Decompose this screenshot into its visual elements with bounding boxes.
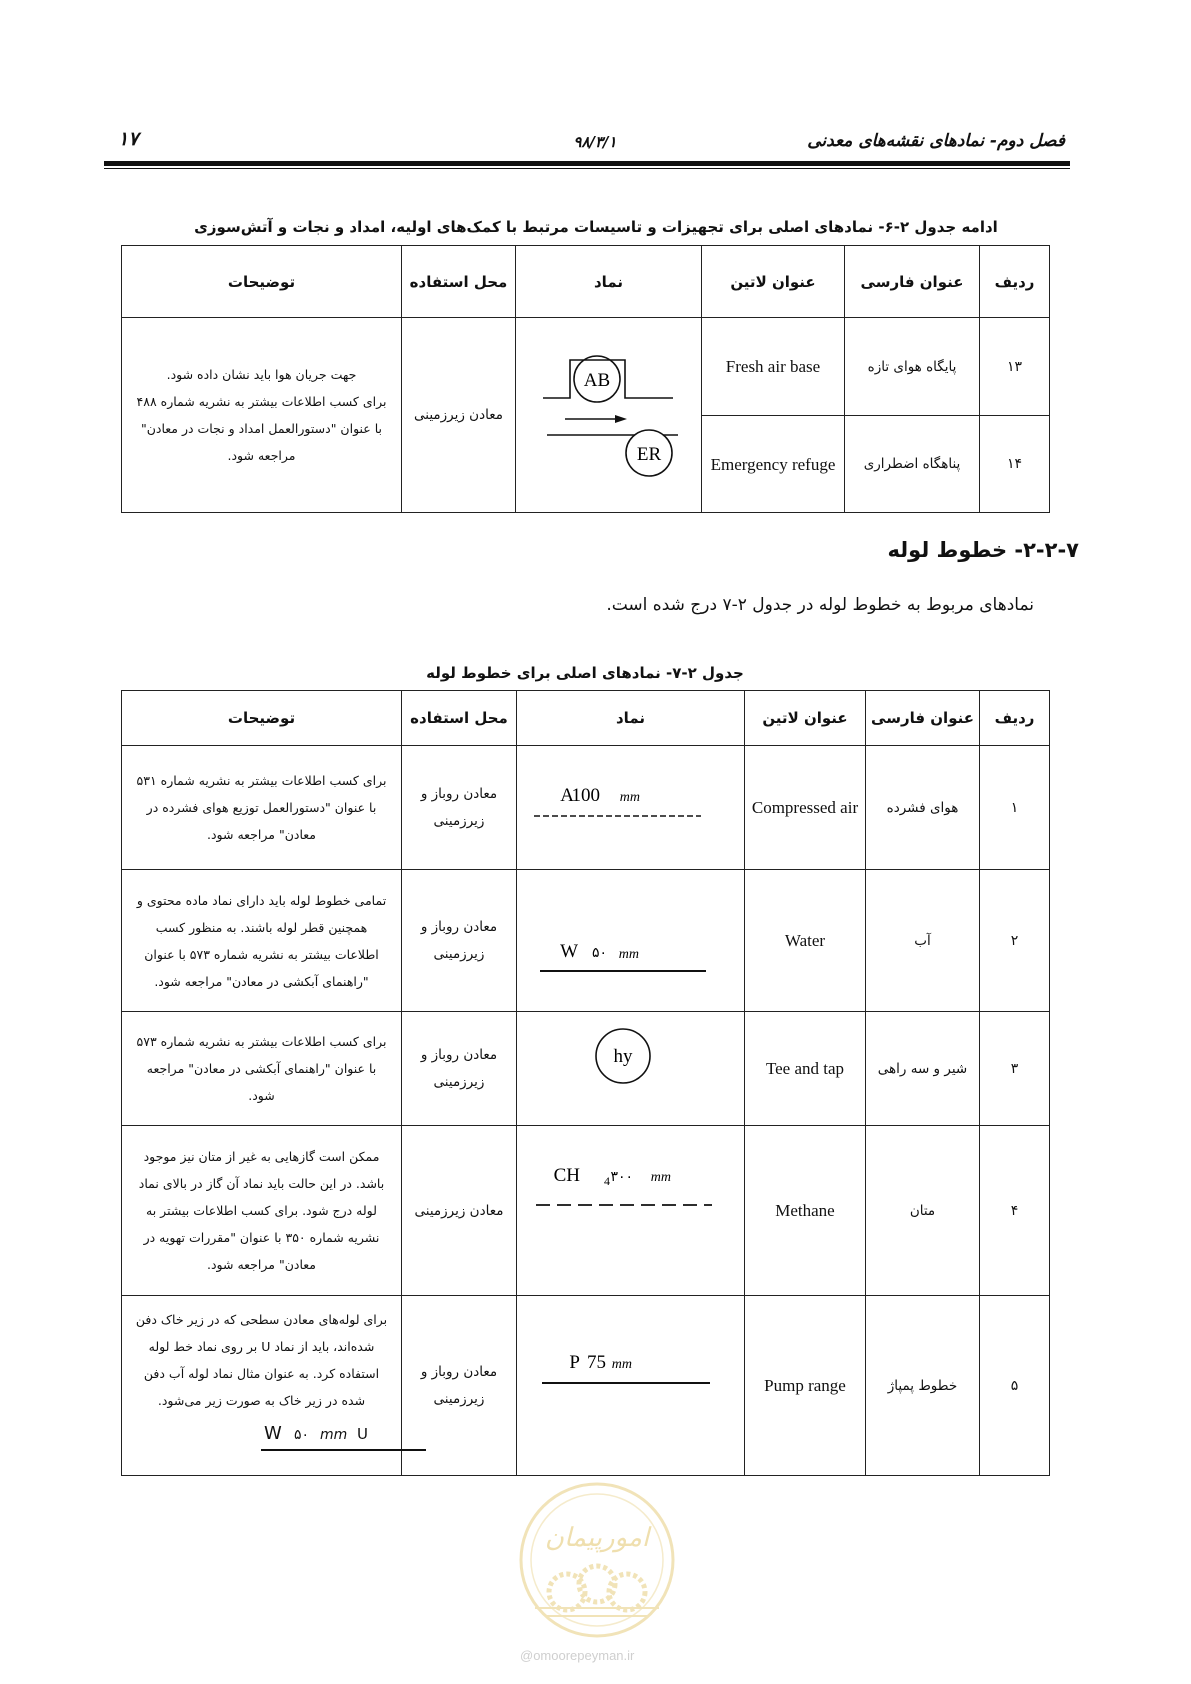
page-number: ۱۷ (118, 128, 139, 150)
watermark-url: @omoorepeyman.ir (520, 1648, 635, 1663)
fa-title: آب (866, 870, 980, 1012)
col-header-description: توضیحات (122, 691, 402, 746)
methane-symbol (517, 1126, 745, 1296)
en-title: Methane (745, 1126, 866, 1296)
usage: معادن روباز و زیرزمینی (402, 870, 517, 1012)
watermark-logo-text: امورپیمان (544, 1523, 650, 1553)
col-header-fa-title: عنوان فارسی (845, 246, 980, 318)
description: برای کسب اطلاعات بیشتر به نشریه شماره ۵۳۱ با عنوان "دستورالعمل توزیع هوای فشرده در معادن" مراجعه شود. (122, 746, 402, 870)
col-header-en-title: عنوان لاتین (702, 246, 845, 318)
er-label: ER (636, 444, 662, 465)
compressed-air-symbol (517, 746, 745, 870)
refuge-symbol-cell (516, 318, 702, 513)
usage: معادن زیرزمینی (402, 1126, 517, 1296)
usage: معادن زیرزمینی (402, 318, 516, 513)
example-unit: mm (320, 1427, 348, 1443)
header-rule-thin (104, 168, 1070, 169)
en-title: Water (745, 870, 866, 1012)
water-symbol (517, 870, 745, 1012)
col-header-usage: محل استفاده (402, 691, 517, 746)
table-row (122, 746, 1050, 870)
fa-title: متان (866, 1126, 980, 1296)
symbol-size: ۵۰ (591, 945, 607, 961)
col-header-symbol: نماد (516, 246, 702, 318)
header-date: ۹۸/۳/۱ (573, 133, 617, 151)
section-heading: ۲-۲-۷- خطوط لوله (887, 538, 1079, 562)
symbol-letter: CH (553, 1165, 580, 1186)
symbol-size: 100 (571, 784, 600, 806)
table-row (122, 1012, 1050, 1126)
symbol-unit: mm (650, 1170, 671, 1185)
col-header-description: توضیحات (122, 246, 402, 318)
row-number: ۳ (980, 1012, 1050, 1126)
symbol-subscript: 4 (604, 1174, 610, 1188)
en-title: Emergency refuge (702, 416, 845, 513)
fa-title: شیر و سه راهی (866, 1012, 980, 1126)
table-row (122, 318, 1050, 416)
row-number: ۴ (980, 1126, 1050, 1296)
table-row (122, 1126, 1050, 1296)
row-number: ۲ (980, 870, 1050, 1012)
fa-title: پایگاه هوای تازه (845, 318, 980, 416)
description-text: برای لوله‌های معادن سطحی که در زیر خاک دفن شده‌اند، باید از نماد U بر روی نماد خط لوله استفاده کرد. به عنوان مثال نماد لوله آب دفن شده در زیر خاک به صورت زیر می‌شود. (135, 1312, 388, 1408)
table1-caption: ادامه جدول ۲-۶- نمادهای اصلی برای تجهیزات و تاسیسات مرتبط با کمک‌های اولیه، امداد و نجات و آتش‌سوزی (194, 218, 998, 236)
fa-title: پناهگاه اضطراری (845, 416, 980, 513)
tee-and-tap-symbol (517, 1012, 745, 1126)
symbol-unit: mm (619, 789, 640, 805)
symbol-unit: mm (618, 947, 639, 962)
en-title: Pump range (745, 1296, 866, 1476)
usage: معادن روباز و زیرزمینی (402, 1012, 517, 1126)
row-number: ۱ (980, 746, 1050, 870)
description: ممکن است گازهایی به غیر از متان نیز موجود باشد. در این حالت باید نماد آن گاز در بالای نماد لوله درج شود. برای کسب اطلاعات بیشتر به نشریه شماره ۳۵۰ با عنوان "مقررات تهویه در معادن" مراجعه شود. (122, 1126, 402, 1296)
section-body: نمادهای مربوط به خطوط لوله در جدول ۲-۷ درج شده است. (606, 595, 1034, 615)
symbol-letter: A (560, 784, 574, 806)
row-number: ۱۳ (980, 318, 1050, 416)
description (122, 1296, 402, 1476)
row-number: ۱۴ (980, 416, 1050, 513)
table2-header-row (122, 691, 1050, 746)
usage: معادن روباز و زیرزمینی (402, 746, 517, 870)
symbol-size: ۳۰۰ (610, 1169, 633, 1185)
ab-label: AB (583, 370, 611, 391)
table1-header-row (122, 246, 1050, 318)
table2 (121, 690, 1050, 1476)
header-rule (104, 161, 1070, 166)
en-title: Compressed air (745, 746, 866, 870)
table-row (122, 870, 1050, 1012)
example-u-mark: U (357, 1425, 368, 1443)
en-title: Fresh air base (702, 318, 845, 416)
en-title: Tee and tap (745, 1012, 866, 1126)
example-line (261, 1449, 426, 1451)
example-letter: W (264, 1423, 282, 1444)
symbol-letter: W (560, 941, 578, 962)
table1 (121, 245, 1050, 513)
chapter-title: فصل دوم- نمادهای نقشه‌های معدنی (807, 131, 1065, 151)
description: تمامی خطوط لوله باید دارای نماد ماده محتوی و همچنین قطر لوله باشند. به منظور کسب اطلاعات بیشتر به نشریه شماره ۵۷۳ با عنوان "راهنمای آبکشی در معادن" مراجعه شود. (122, 870, 402, 1012)
symbol-letter: P (569, 1352, 580, 1373)
description: برای کسب اطلاعات بیشتر به نشریه شماره ۵۷۳ با عنوان "راهنمای آبکشی در معادن" مراجعه شود. (122, 1012, 402, 1126)
fa-title: خطوط پمپاژ (866, 1296, 980, 1476)
watermark-logo (505, 1480, 690, 1640)
usage: معادن روباز و زیرزمینی (402, 1296, 517, 1476)
symbol-unit: mm (611, 1357, 632, 1372)
table-row (122, 1296, 1050, 1476)
fa-title: هوای فشرده (866, 746, 980, 870)
col-header-fa-title: عنوان فارسی (866, 691, 980, 746)
symbol-letter: hy (613, 1046, 633, 1067)
fresh-air-refuge-symbol (515, 318, 701, 508)
description-text: جهت جریان هوا باید نشان داده شود. برای کسب اطلاعات بیشتر به نشریه شماره ۴۸۸ با عنوان "دستورالعمل امداد و نجات در معادن" مراجعه شود. (136, 367, 387, 463)
col-header-symbol: نماد (517, 691, 745, 746)
col-header-usage: محل استفاده (402, 246, 516, 318)
row-number: ۵ (980, 1296, 1050, 1476)
symbol-size: 75 (587, 1352, 606, 1373)
example-size: ۵۰ (294, 1427, 310, 1443)
table2-caption: جدول ۲-۷- نمادهای اصلی برای خطوط لوله (426, 664, 744, 682)
pump-range-symbol (517, 1296, 745, 1476)
col-header-row-no: ردیف (980, 246, 1050, 318)
description (122, 318, 402, 513)
buried-pipe-example (226, 1420, 391, 1450)
col-header-row-no: ردیف (980, 691, 1050, 746)
col-header-en-title: عنوان لاتین (745, 691, 866, 746)
